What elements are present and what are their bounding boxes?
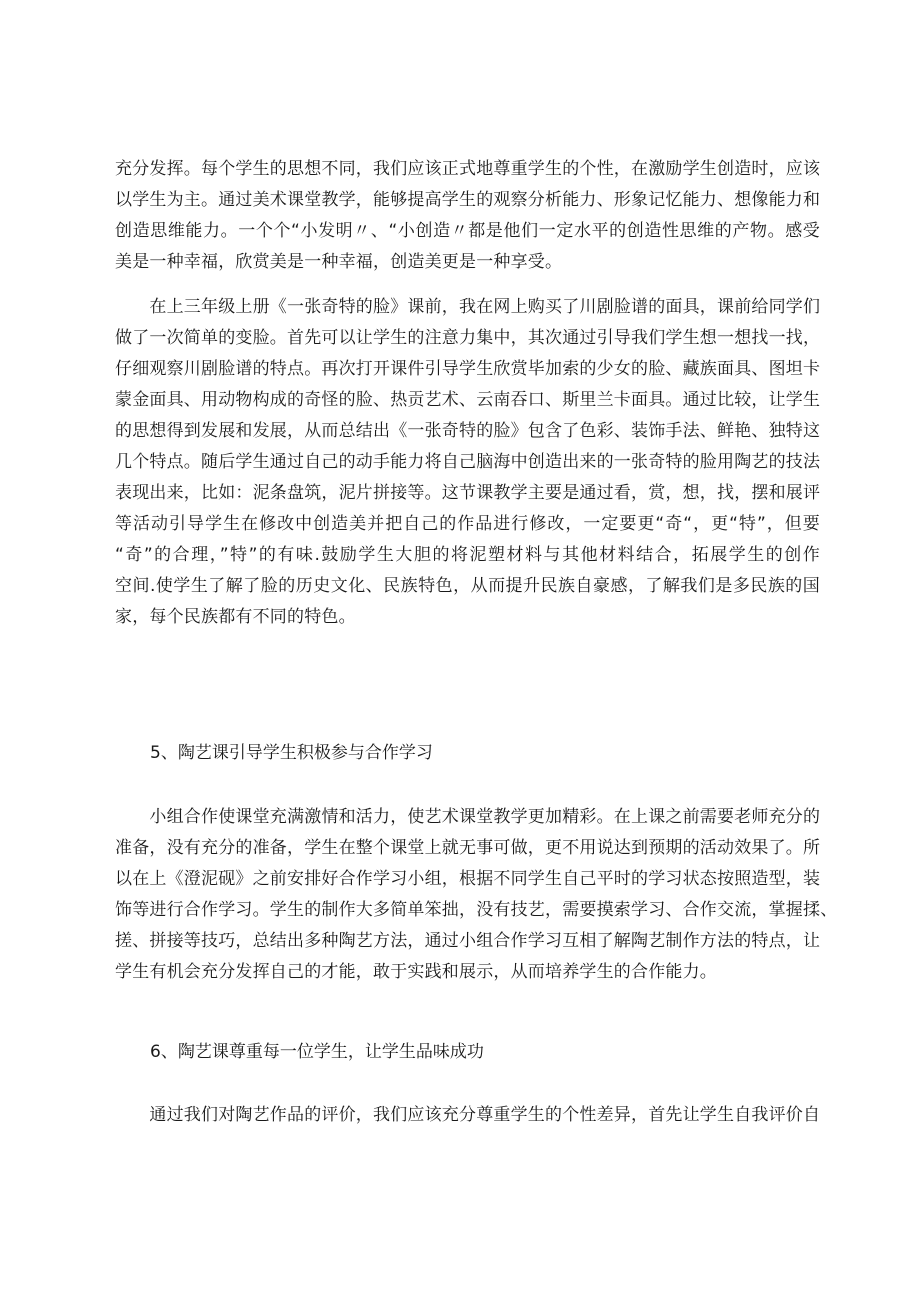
section-heading-5: 5、陶艺课引导学生积极参与合作学习 <box>150 743 433 763</box>
paragraph-creativity <box>115 154 820 278</box>
text-line: 仔细观察川剧脸谱的特点。再次打开课件引导学生欣赏毕加索的少女的脸、藏族面具、图坦卡 <box>115 359 821 379</box>
text-line: 做了一次简单的变脸。首先可以让学生的注意力集中，其次通过引导我们学生想一想找一找， <box>115 328 821 348</box>
paragraph-group-cooperation <box>115 802 838 988</box>
text-line: 以学生为主。通过美术课堂教学，能够提高学生的观察分析能力、形象记忆能力、想像能力和 <box>115 190 821 210</box>
text-line: 表现出来，比如：泥条盘筑，泥片拼接等。这节课教学主要是通过看，赏，想，找，摆和展评 <box>115 483 821 503</box>
text-line: 的思想得到发展和发展，从而总结出《一张奇特的脸》包含了色彩、装饰手法、鲜艳、独特这 <box>115 421 821 441</box>
text-line: 几个特点。随后学生通过自己的动手能力将自己脑海中创造出来的一张奇特的脸用陶艺的技法 <box>115 452 821 472</box>
text-line: 通过我们对陶艺作品的评价，我们应该充分尊重学生的个性差异，首先让学生自我评价自 <box>115 1105 821 1125</box>
text-line: 创造思维能力。一个个“小发明〃、“小创造〃都是他们一定水平的创造性思维的产物。感受 <box>115 221 820 241</box>
text-line: 准备，没有充分的准备，学生在整个课堂上就无事可做，更不用说达到预期的活动效果了。所 <box>115 838 821 858</box>
text-line: 学生有机会充分发挥自己的才能，敢于实践和展示，从而培养学生的合作能力。 <box>115 962 717 982</box>
text-line: 以在上《澄泥砚》之前安排好合作学习小组，根据不同学生自己平时的学习状态按照造型，装 <box>115 869 821 889</box>
section-heading-6: 6、陶艺课尊重每一位学生，让学生品味成功 <box>150 1042 484 1062</box>
paragraph-strange-face-lesson <box>115 292 820 633</box>
text-line: 小组合作使课堂充满激情和活力，使艺术课堂教学更加精彩。在上课之前需要老师充分的 <box>115 807 821 827</box>
text-line: 搓、拼接等技巧，总结出多种陶艺方法，通过小组合作学习互相了解陶艺制作方法的特点，让 <box>115 931 821 951</box>
text-line: 空间.使学生了解了脸的历史文化、民族特色，从而提升民族自豪感，了解我们是多民族的国 <box>115 576 820 596</box>
text-line: 充分发挥。每个学生的思想不同，我们应该正式地尊重学生的个性，在激励学生创造时，应该 <box>115 159 821 179</box>
text-line: 饰等进行合作学习。学生的制作大多简单笨拙，没有技艺，需要摸索学习、合作交流，掌握揉、 <box>115 900 838 920</box>
paragraph-evaluation <box>115 1100 820 1131</box>
text-line: 家，每个民族都有不同的特色。 <box>115 607 356 627</box>
text-line: 美是一种幸福，欣赏美是一种幸福，创造美更是一种享受。 <box>115 252 563 272</box>
text-line: 在上三年级上册《一张奇特的脸》课前，我在网上购买了川剧脸谱的面具，课前给同学们 <box>115 297 821 317</box>
text-line: “奇”的合理，”特”的有味.鼓励学生大胆的将泥塑材料与其他材料结合，拓展学生的创作 <box>115 545 820 565</box>
text-line: 等活动引导学生在修改中创造美并把自己的作品进行修改，一定要更“奇“，更“特”，但要 <box>115 514 820 534</box>
text-line: 蒙金面具、用动物构成的奇怪的脸、热贡艺术、云南吞口、斯里兰卡面具。通过比较，让学生 <box>115 390 821 410</box>
